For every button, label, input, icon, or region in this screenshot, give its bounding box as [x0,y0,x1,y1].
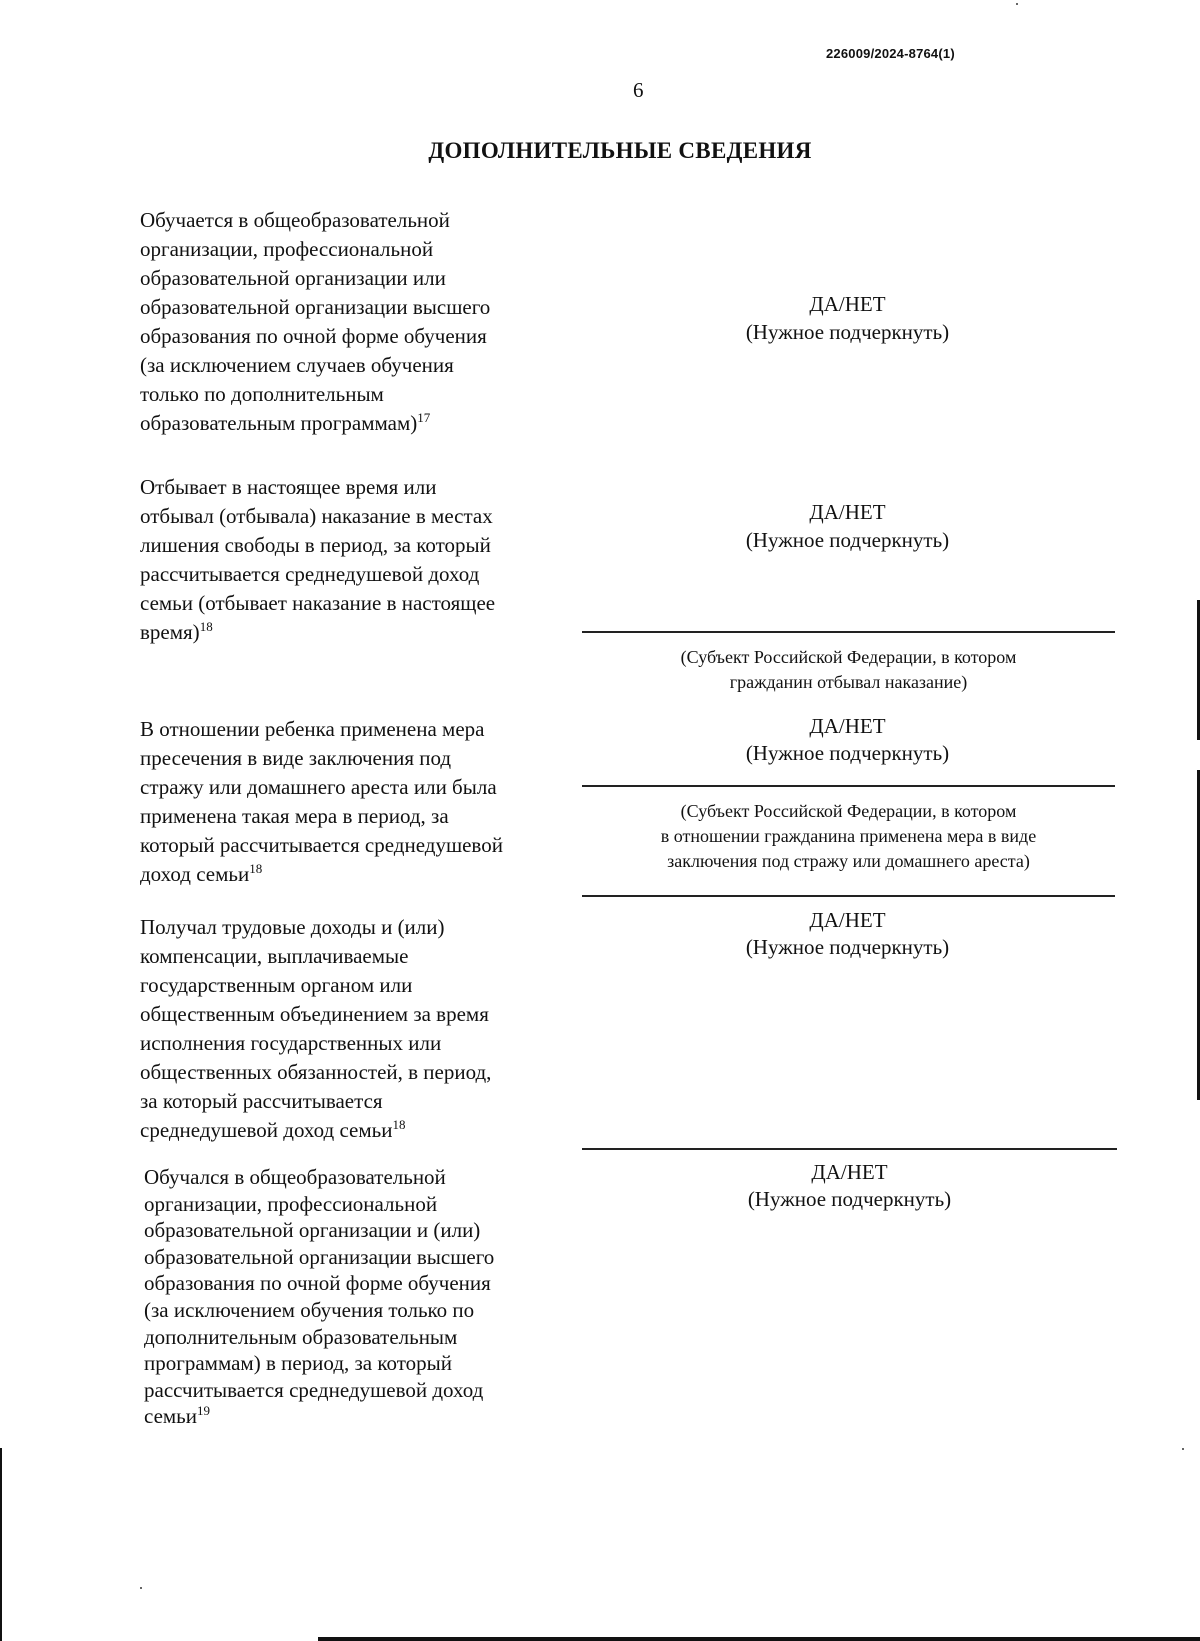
document-number: 226009/2024-8764(1) [826,46,955,61]
answer-block-2 [720,498,975,554]
field-caption: (Субъект Российской Федерации, в котором гражданин отбывал наказание) [680,647,1017,692]
region-input-line[interactable] [582,785,1115,787]
footnote-marker: 18 [199,619,213,634]
scan-bottom-edge [318,1637,1200,1641]
answer-hint: (Нужное подчеркнуть) [745,935,950,959]
question-text: Отбывает в настоящее время или отбывал (отбывала) наказание в местах лишения свободы в период, за который рассчитывается среднедушевой доход семьи (отбывает наказание в настоящее время) [140,475,496,644]
footnote-marker: 17 [417,410,431,425]
divider-line [582,895,1115,897]
page-number: 6 [633,78,644,102]
question-studying-fulltime [140,206,490,438]
answer-hint: (Нужное подчеркнуть) [745,320,950,344]
answer-block-5 [722,1159,977,1213]
yes-no-choice[interactable]: ДА/НЕТ [809,908,886,932]
question-studied-fulltime [144,1164,494,1430]
yes-no-choice[interactable]: ДА/НЕТ [811,1160,888,1184]
answer-block-4 [720,907,975,961]
question-labor-income [140,913,491,1145]
yes-no-choice[interactable]: ДА/НЕТ [809,500,886,524]
divider-line [582,1148,1117,1150]
yes-no-choice[interactable]: ДА/НЕТ [809,714,886,738]
field-caption: (Субъект Российской Федерации, в котором в отношении гражданина применена мера в виде заключения под стражу или домашнего ареста) [660,801,1037,871]
footnote-marker: 19 [197,1403,211,1419]
scan-speck [1016,3,1018,5]
answer-hint: (Нужное подчеркнуть) [747,1187,952,1211]
footnote-marker: 18 [249,861,263,876]
question-text: В отношении ребенка применена мера пресечения в виде заключения под стражу или домашнего ареста или была применена такая мера в период, за который рассчитывается среднедушевой доход семьи [140,717,503,886]
scan-speck [1182,1448,1184,1450]
scan-edge-mark [0,1448,2,1641]
question-text: Обучался в общеобразовательной организации, профессиональной образовательной организации и (или) образовательной организации высшего образования по очной форме обучения (за исключением обучения только по дополнительным образовательным программам) в период, за который рассчитывается среднедушевой доход семьи [144,1165,495,1429]
answer-hint: (Нужное подчеркнуть) [745,528,950,552]
answer-block-3 [720,713,975,767]
page-title: ДОПОЛНИТЕЛЬНЫЕ СВЕДЕНИЯ [428,138,812,163]
question-text: Обучается в общеобразовательной организации, профессиональной образовательной организации или образовательной организации высшего образования по очной форме обучения (за исключением случаев обучения только по дополнительным образовательным программам) [140,208,491,435]
question-text: Получал трудовые доходы и (или) компенсации, выплачиваемые государственным органом или общественным объединением за время исполнения государственных или общественных обязанностей, в период, за который рассчитывается среднедушевой доход семьи [140,915,492,1142]
answer-hint: (Нужное подчеркнуть) [745,741,950,765]
question-child-restraint [140,715,503,889]
scan-speck [140,1587,142,1589]
yes-no-choice[interactable]: ДА/НЕТ [809,292,886,316]
answer-block-1 [720,290,975,346]
question-serving-sentence [140,473,495,647]
footnote-marker: 18 [392,1117,406,1132]
region-input-line[interactable] [582,631,1115,633]
